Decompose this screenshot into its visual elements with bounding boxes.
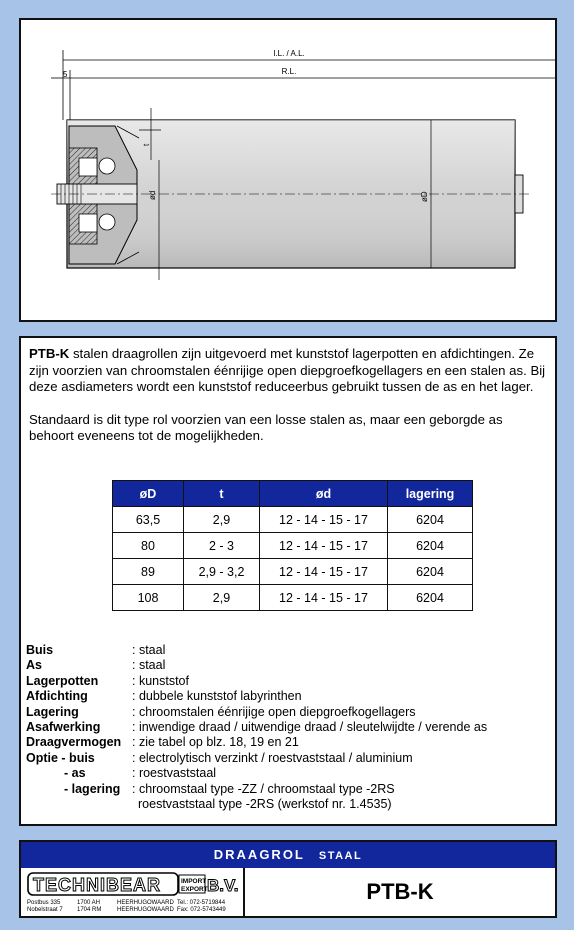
property-row <box>26 720 487 735</box>
logo-export: EXPORT <box>181 886 208 893</box>
table-cell: 6204 <box>388 559 473 585</box>
address-line1-b: 1700 AH <box>77 900 101 906</box>
address-line2-c: HEERHUGOWAARD <box>117 907 174 913</box>
property-value: : chroomstaal type -ZZ / chroomstaal type -2RS <box>132 781 395 796</box>
property-row <box>26 643 487 658</box>
property-row <box>26 782 487 797</box>
logo-import: IMPORT <box>181 878 207 885</box>
property-key: Optie - buis <box>26 750 95 765</box>
property-key: Lagerpotten <box>26 673 99 688</box>
dim-t-label: t <box>142 143 151 146</box>
property-key: Buis <box>26 643 54 657</box>
spec-table <box>112 480 473 611</box>
table-cell: 6204 <box>388 585 473 611</box>
table-cell: 6204 <box>388 507 473 533</box>
property-row <box>26 658 487 673</box>
table-cell: 2,9 <box>184 507 260 533</box>
table-header: øD <box>113 481 184 507</box>
property-key <box>26 797 132 812</box>
table-header-row <box>113 481 473 507</box>
table-cell: 12 - 14 - 15 - 17 <box>260 533 388 559</box>
property-value: : dubbele kunststof labyrinthen <box>132 689 302 704</box>
property-key: Draagvermogen <box>26 735 122 750</box>
logo-cell <box>21 868 245 916</box>
property-row <box>26 735 487 750</box>
table-cell: 12 - 14 - 15 - 17 <box>260 507 388 533</box>
company-logo <box>27 871 241 897</box>
address-line1-a: Postbus 335 <box>27 900 61 906</box>
table-header: lagering <box>388 481 473 507</box>
property-value: : roestvaststaal <box>132 766 217 781</box>
property-value: : kunststof <box>132 673 189 688</box>
dim-d-tube-label: øD <box>420 191 429 202</box>
property-value: : staal <box>132 658 166 673</box>
property-key: Lagering <box>26 704 79 719</box>
table-cell: 63,5 <box>113 507 184 533</box>
table-cell: 12 - 14 - 15 - 17 <box>260 585 388 611</box>
address-line2-a: Nobelstraat 7 <box>27 907 63 913</box>
dim-5-label: 5 <box>63 70 68 79</box>
address-line1-c: HEERHUGOWAARD <box>117 900 174 906</box>
title-sub: STAAL <box>318 850 363 862</box>
property-value: : inwendige draad / uitwendige draad / sleutelwijdte / verende as <box>132 720 488 735</box>
title-block <box>19 840 557 918</box>
technical-drawing-panel <box>19 18 557 322</box>
product-code: PTB-K <box>366 879 434 904</box>
table-cell: 89 <box>113 559 184 585</box>
logo-text: TECHNIBEAR <box>33 875 162 895</box>
property-row <box>26 797 487 812</box>
table-cell: 2,9 <box>184 585 260 611</box>
property-row <box>26 751 487 766</box>
property-value: : electrolytisch verzinkt / roestvaststaal / aluminium <box>132 750 413 765</box>
logo-bv: B.V. <box>207 876 239 895</box>
table-row <box>113 585 473 611</box>
table-cell: 12 - 14 - 15 - 17 <box>260 559 388 585</box>
title-bar <box>21 842 555 868</box>
property-key: - lagering <box>64 781 121 796</box>
roller-drawing <box>21 20 555 320</box>
property-key: Afdichting <box>26 689 88 704</box>
table-cell: 80 <box>113 533 184 559</box>
properties-list <box>26 643 487 812</box>
description-panel <box>19 336 557 826</box>
table-cell: 108 <box>113 585 184 611</box>
property-value: roestvaststaal type -2RS (werkstof nr. 1.4535) <box>138 797 392 812</box>
property-row <box>26 766 487 781</box>
property-key: - as <box>64 766 86 781</box>
property-value: : chroomstalen éénrijige open diepgroefkogellagers <box>132 704 416 719</box>
table-cell: 6204 <box>388 533 473 559</box>
title-main: DRAAGROL <box>213 847 305 862</box>
dim-d-shaft-label: ød <box>148 190 157 200</box>
table-row <box>113 507 473 533</box>
intro-text <box>29 346 549 461</box>
table-header: t <box>184 481 260 507</box>
intro-paragraph-1 <box>29 346 549 396</box>
intro-lead: PTB-K <box>29 346 70 361</box>
property-value: : staal <box>132 643 166 657</box>
address-line1-d: Tel.: 072-5719844 <box>177 900 226 906</box>
table-cell: 2,9 - 3,2 <box>184 559 260 585</box>
table-row <box>113 559 473 585</box>
table-header: ød <box>260 481 388 507</box>
dim-rl-label: R.L. <box>281 67 297 76</box>
property-key: As <box>26 658 42 673</box>
property-row <box>26 674 487 689</box>
address-line2-b: 1704 RM <box>77 907 102 913</box>
property-value: : zie tabel op blz. 18, 19 en 21 <box>132 735 299 750</box>
property-row <box>26 705 487 720</box>
property-row <box>26 689 487 704</box>
address-line2-d: Fax: 072-5743449 <box>177 907 226 913</box>
dim-il-al-label: I.L. / A.L. <box>273 49 305 58</box>
table-cell: 2 - 3 <box>184 533 260 559</box>
table-row <box>113 533 473 559</box>
property-key: Asafwerking <box>26 720 101 735</box>
intro-body: stalen draagrollen zijn uitgevoerd met kunststof lagerpotten en afdichtingen. Ze zijn voorzien van chroomstalen éénrijige open diepgroefkogellagers en een stalen as. Bij deze asdiameters wordt een kunststof reduceerbus gebruikt tussen de as en het lager. <box>29 346 546 395</box>
intro-paragraph-2: Standaard is dit type rol voorzien van een losse stalen as, maar een geborgde as behoort eveneens tot de mogelijkheden. <box>29 411 503 444</box>
